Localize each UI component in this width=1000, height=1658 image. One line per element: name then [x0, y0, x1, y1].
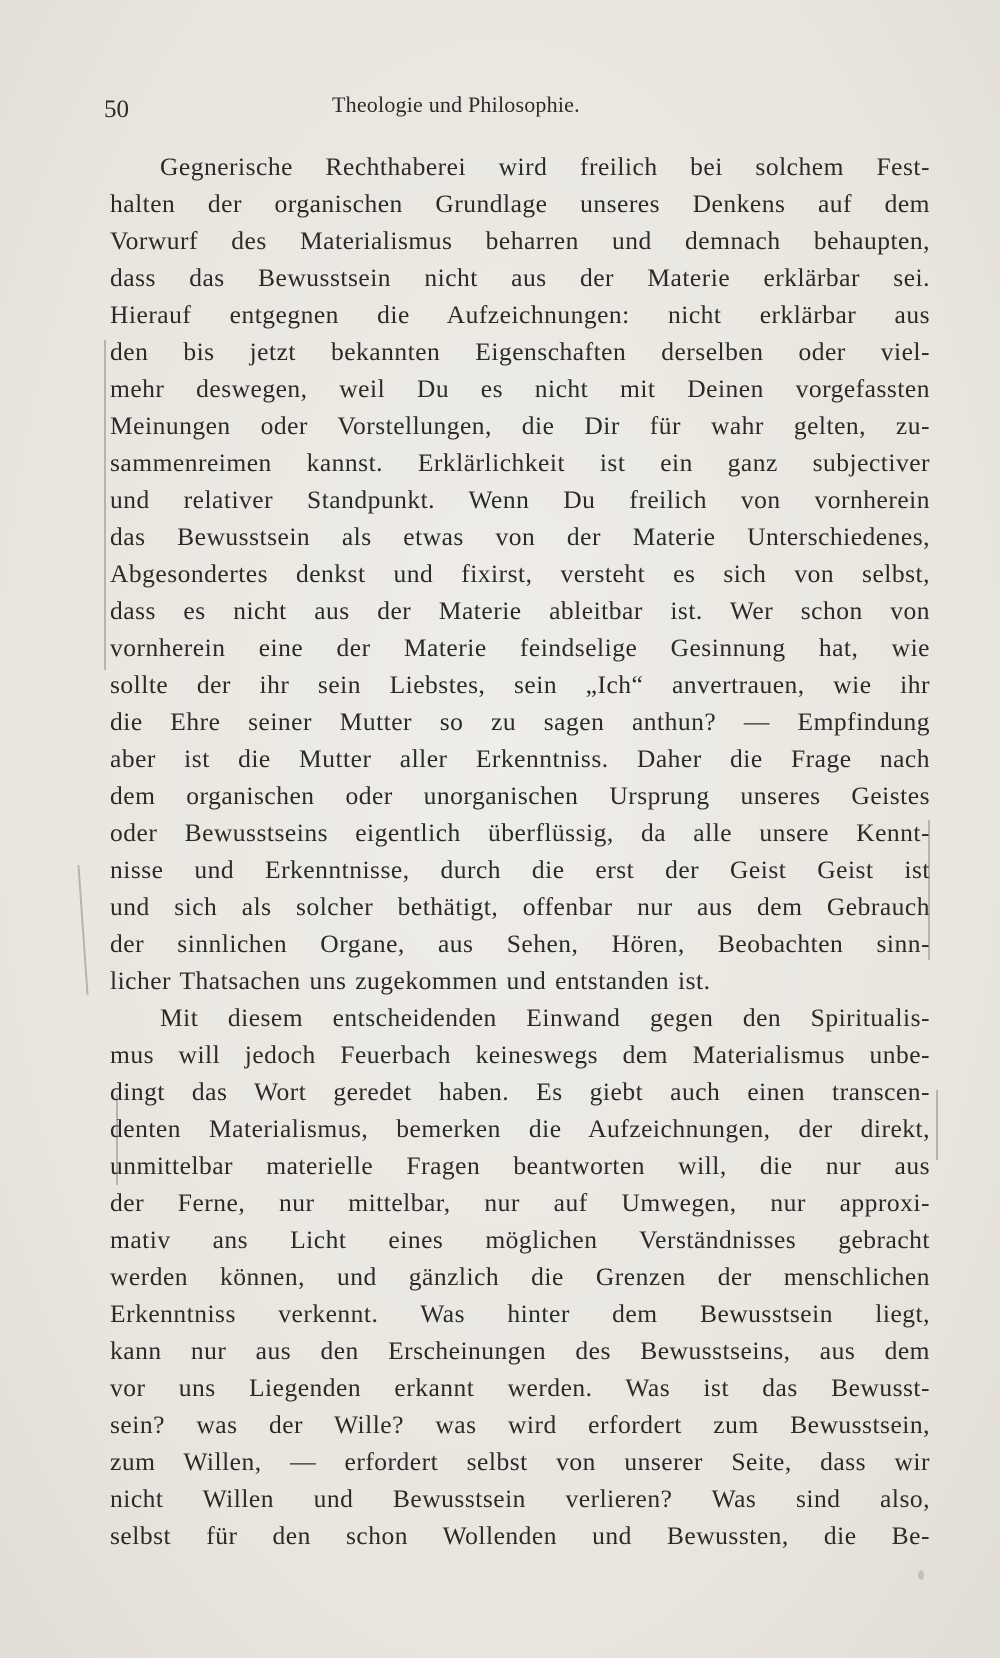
text-line: den bis jetzt bekannten Eigenschaften derselben oder viel-	[110, 337, 930, 366]
text-line: Hierauf entgegnen die Aufzeichnungen: nicht erklärbar aus	[110, 300, 930, 329]
text-line: Meinungen oder Vorstellungen, die Dir für wahr gelten, zu-	[110, 411, 930, 440]
text-line: Abgesondertes denkst und fixirst, versteht es sich von selbst,	[110, 559, 930, 588]
text-line: mehr deswegen, weil Du es nicht mit Deinen vorgefassten	[110, 374, 930, 403]
text-line: Vorwurf des Materialismus beharren und demnach behaupten,	[110, 226, 930, 255]
text-line: und sich als solcher bethätigt, offenbar nur aus dem Gebrauch	[110, 892, 930, 921]
text-line: vor uns Liegenden erkannt werden. Was ist das Bewusst-	[110, 1373, 930, 1402]
text-line: sammenreimen kannst. Erklärlichkeit ist ein ganz subjectiver	[110, 448, 930, 477]
text-line: kann nur aus den Erscheinungen des Bewusstseins, aus dem	[110, 1336, 930, 1365]
pencil-margin-mark	[116, 1095, 118, 1185]
paper-speck	[918, 1570, 924, 1580]
text-line: oder Bewusstseins eigentlich überflüssig, da alle unsere Kennt-	[110, 818, 930, 847]
running-title: Theologie und Philosophie.	[332, 92, 580, 117]
text-line: dass das Bewusstsein nicht aus der Materie erklärbar sei.	[110, 263, 930, 292]
text-line: halten der organischen Grundlage unseres Denkens auf dem	[110, 189, 930, 218]
pencil-margin-mark	[77, 865, 88, 995]
text-line: licher Thatsachen uns zugekommen und entstanden ist.	[110, 966, 711, 995]
text-line: unmittelbar materielle Fragen beantworten will, die nur aus	[110, 1151, 930, 1180]
text-line: die Ehre seiner Mutter so zu sagen anthun? — Empfindung	[110, 707, 930, 736]
text-line: vornherein eine der Materie feindselige Gesinnung hat, wie	[110, 633, 930, 662]
page-header	[104, 88, 864, 128]
text-line: mus will jedoch Feuerbach keineswegs dem Materialismus unbe-	[110, 1040, 930, 1069]
text-line: dem organischen oder unorganischen Ursprung unseres Geistes	[110, 781, 930, 810]
page-number: 50	[104, 96, 129, 123]
text-line: nisse und Erkenntnisse, durch die erst der Geist Geist ist	[110, 855, 930, 884]
text-line: denten Materialismus, bemerken die Aufzeichnungen, der direkt,	[110, 1114, 930, 1143]
text-line: zum Willen, — erfordert selbst von unserer Seite, dass wir	[110, 1447, 930, 1476]
text-line: dass es nicht aus der Materie ableitbar ist. Wer schon von	[110, 596, 930, 625]
text-line: dingt das Wort geredet haben. Es giebt auch einen transcen-	[110, 1077, 930, 1106]
text-line: aber ist die Mutter aller Erkenntniss. Daher die Frage nach	[110, 744, 930, 773]
text-line: Gegnerische Rechthaberei wird freilich bei solchem Fest-	[160, 152, 930, 181]
pencil-margin-mark	[928, 820, 930, 960]
text-line: der sinnlichen Organe, aus Sehen, Hören, Beobachten sinn-	[110, 929, 930, 958]
text-line: und relativer Standpunkt. Wenn Du freilich von vornherein	[110, 485, 930, 514]
text-line: mativ ans Licht eines möglichen Verständnisses gebracht	[110, 1225, 930, 1254]
text-line: nicht Willen und Bewusstsein verlieren? Was sind also,	[110, 1484, 930, 1513]
text-line: selbst für den schon Wollenden und Bewussten, die Be-	[110, 1521, 930, 1550]
text-line: sollte der ihr sein Liebstes, sein „Ich“ anvertrauen, wie ihr	[110, 670, 930, 699]
text-line: sein? was der Wille? was wird erfordert zum Bewusstsein,	[110, 1410, 930, 1439]
text-line: Mit diesem entscheidenden Einwand gegen den Spiritualis-	[160, 1003, 930, 1032]
body-text	[110, 148, 930, 1554]
pencil-margin-mark	[104, 340, 106, 670]
text-line: Erkenntniss verkennt. Was hinter dem Bewusstsein liegt,	[110, 1299, 930, 1328]
pencil-margin-mark	[936, 1090, 938, 1160]
text-line: werden können, und gänzlich die Grenzen der menschlichen	[110, 1262, 930, 1291]
text-line: der Ferne, nur mittelbar, nur auf Umwegen, nur approxi-	[110, 1188, 930, 1217]
text-line: das Bewusstsein als etwas von der Materie Unterschiedenes,	[110, 522, 930, 551]
